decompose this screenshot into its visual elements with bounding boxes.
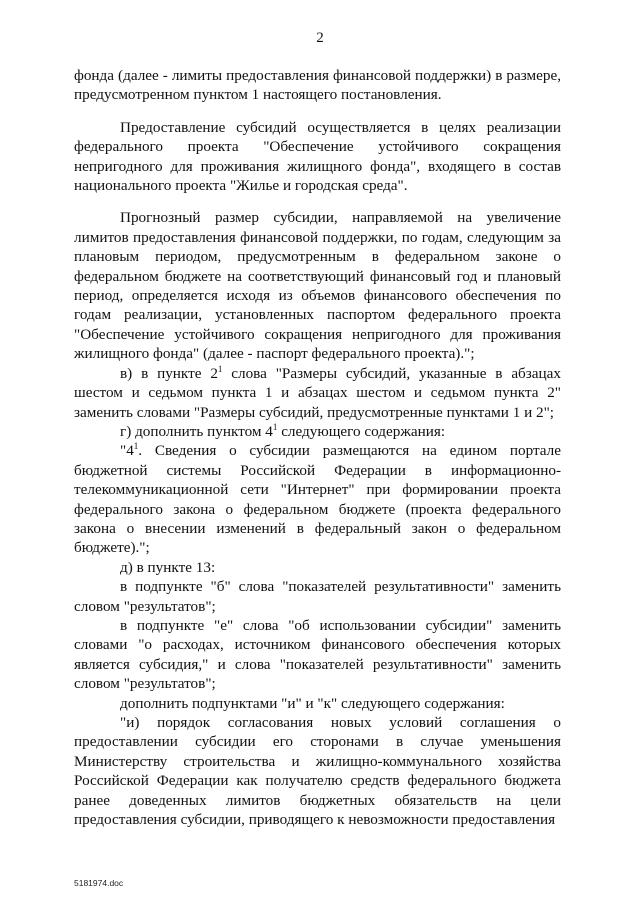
item-4-1 bbox=[74, 441, 561, 557]
paragraph-subsidy-purpose: Предоставление субсидий осуществляется в целях реализации федерального проекта "Обеспечение устойчивого сокращения непригодного для проживания жилищного фонда", входящего в состав национального проекта "Жилье и городская среда". bbox=[74, 118, 561, 195]
item-d: д) в пункте 13: bbox=[120, 558, 216, 576]
page-number: 2 bbox=[316, 30, 324, 46]
paragraph-forecast-size: Прогнозный размер субсидии, направляемой на увеличение лимитов предоставления финансовой поддержки, по годам, следующим за плановым периодом, предусмотренным в федеральном законе о федеральном бюджете на соответствующий финансовый год и плановый период, определяется исходя из объемов финансового обеспечения по годам реализации, установленных паспортом федерального проекта "Обеспечение устойчивого сокращения непригодного для проживания жилищного фонда" (далее - паспорт федерального проекта)."; bbox=[74, 209, 561, 363]
item-g-before: г) дополнить пунктом 4 bbox=[120, 422, 273, 440]
subitem-i: "и) порядок согласования новых условий соглашения о предоставлении субсидии его сторонами в случае уменьшения Министерству строительства и жилищно-коммунального хозяйства Российской Федерации как получателю средств федерального бюджета ранее доведенных лимитов бюджетных обязательств на цели предоставления субсидии, приводящего к невозможности предоставления bbox=[74, 714, 561, 829]
document-file-code: 5181974.doc bbox=[74, 878, 124, 888]
subitem-e: в подпункте "е" слова "об использовании субсидии" заменить словами "о расходах, источником финансового обеспечения которых является субсидия," и слова "показателей результативности" заменить словом "результатов"; bbox=[74, 616, 561, 693]
item-4-1-after: . Сведения о субсидии размещаются на едином портале бюджетной системы Российской Федерации в информационно-телекоммуникационной сети "Интернет" при формировании проекта федерального закона о федеральном бюджете (проекта федерального закона о внесении изменений в федеральный закон о федеральном бюджете)."; bbox=[74, 442, 561, 557]
item-v-before: в) в пункте 2 bbox=[120, 364, 218, 382]
item-g bbox=[74, 422, 561, 441]
paragraph-continuation: фонда (далее - лимиты предоставления финансовой поддержки) в размере, предусмотренном пунктом 1 настоящего постановления. bbox=[74, 67, 561, 104]
item-g-after: следующего содержания: bbox=[277, 422, 446, 440]
item-v-after: слова "Размеры субсидий, указанные в абзацах шестом и седьмом пункта 1 и абзацах шестом и седьмом пункта 2" заменить словами "Размеры субсидий, предусмотренные пунктами 1 и 2"; bbox=[74, 364, 561, 421]
add-subitems: дополнить подпунктами "и" и "к" следующего содержания: bbox=[120, 694, 505, 712]
item-v bbox=[74, 364, 561, 422]
document-body bbox=[74, 66, 561, 829]
item-4-1-sup: 1 bbox=[133, 441, 139, 452]
item-g-sup: 1 bbox=[272, 421, 278, 432]
subitem-b: в подпункте "б" слова "показателей результативности" заменить словом "результатов"; bbox=[74, 578, 561, 615]
item-4-1-before: "4 bbox=[120, 442, 134, 460]
item-v-sup: 1 bbox=[217, 363, 223, 374]
